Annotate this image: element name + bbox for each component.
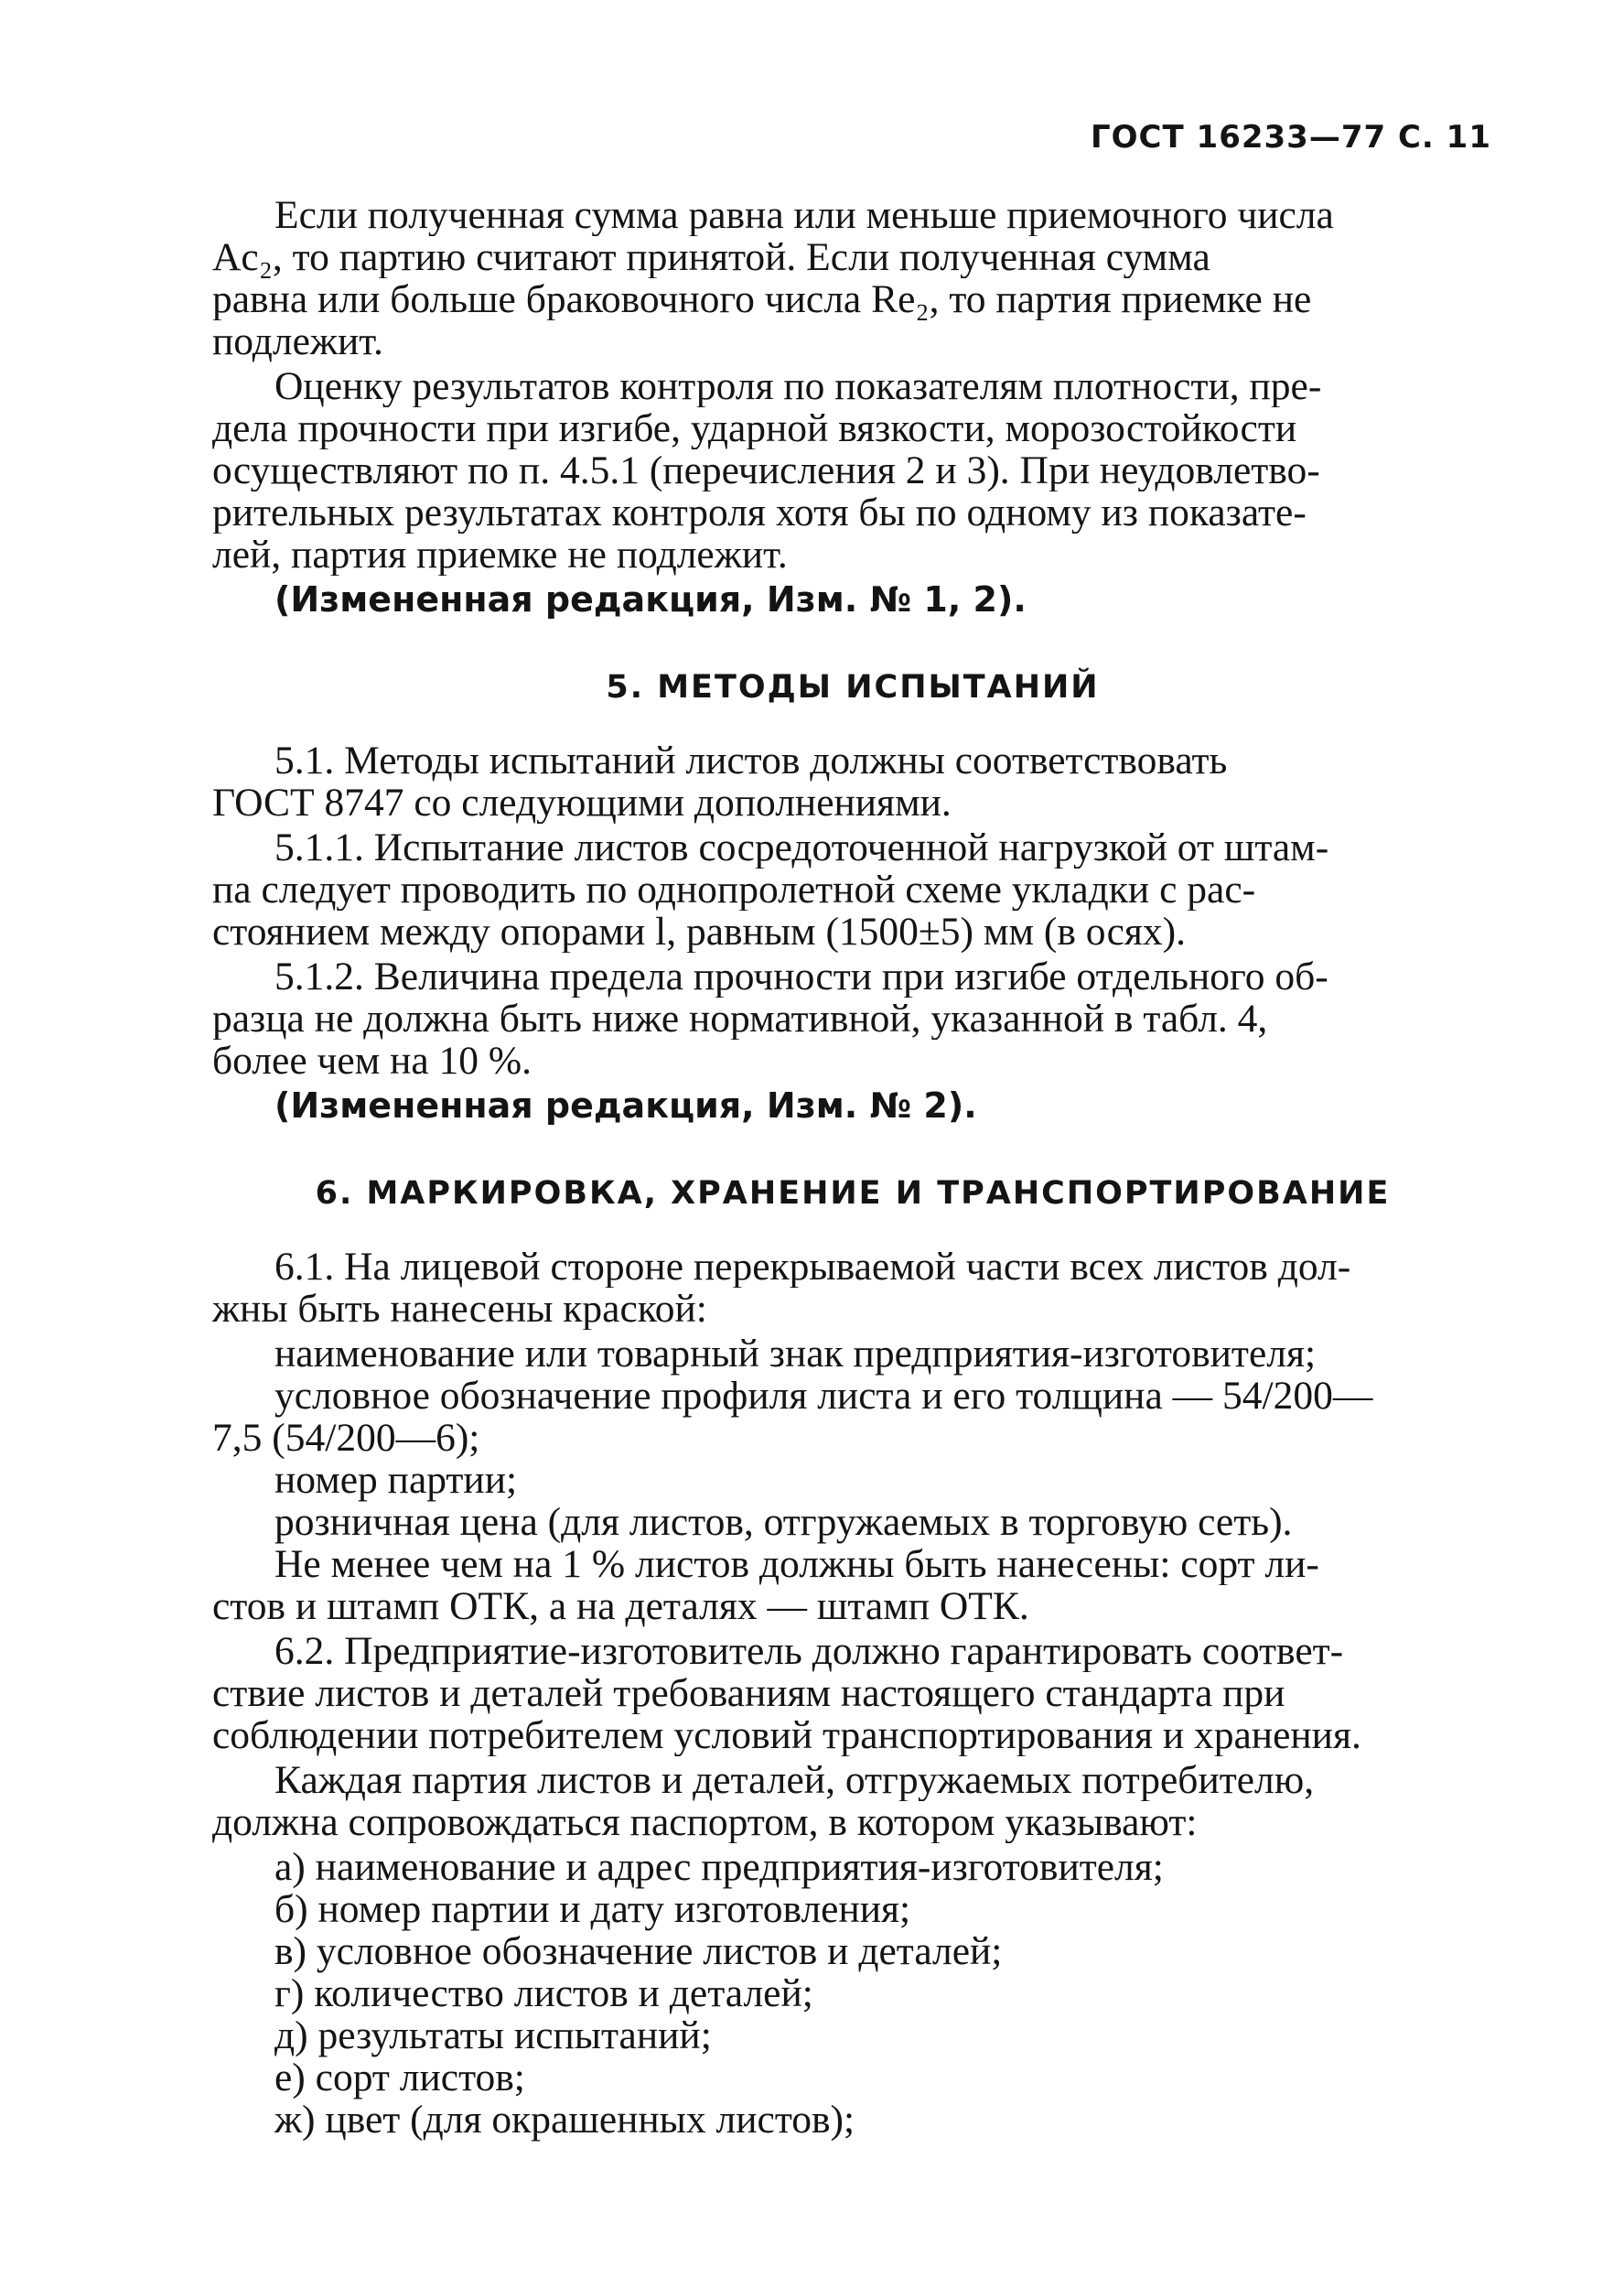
text-line: ГОСТ 8747 со следующими дополнениями. <box>212 782 952 824</box>
clause-5-1 <box>212 739 1493 824</box>
passport-item: в) условное обозначение листов и деталей; <box>274 1929 1003 1973</box>
marking-item: номер партии; <box>274 1458 518 1502</box>
text-line: лей, партия приемке не подлежит. <box>212 534 788 576</box>
text-line: Если полученная сумма равна или меньше приемочного числа <box>274 194 1334 236</box>
text-line: 5.1.1. Испытание листов сосредоточенной нагрузкой от штам- <box>274 826 1329 869</box>
text-line: должна сопровождаться паспортом, в котором указывают: <box>212 1801 1198 1843</box>
running-head: ГОСТ 16233—77 С. 11 <box>1090 119 1491 156</box>
document-page <box>212 119 1493 2141</box>
text-line: жны быть нанесены краской: <box>212 1288 707 1330</box>
text-line: ствие листов и деталей требованиям настоящего стандарта при <box>212 1672 1285 1714</box>
text-line: Оценку результатов контроля по показателям плотности, пре- <box>274 365 1322 407</box>
passport-item: а) наименование и адрес предприятия-изготовителя; <box>274 1845 1164 1889</box>
clause-6-1-otk <box>212 1543 1493 1627</box>
text-line: разца не должна быть ниже нормативной, указанной в табл. 4, <box>212 998 1268 1040</box>
marking-item: условное обозначение профиля листа и его толщина — 54/200— <box>274 1374 1373 1418</box>
clause-6-2 <box>212 1630 1493 1756</box>
paragraph-acceptance-sum <box>212 194 1493 362</box>
text-line: более чем на 10 %. <box>212 1040 532 1082</box>
section-heading-test-methods: 5. МЕТОДЫ ИСПЫТАНИЙ <box>606 669 1100 706</box>
passport-item: ж) цвет (для окрашенных листов); <box>274 2098 855 2142</box>
text-line: соблюдении потребителем условий транспортирования и хранения. <box>212 1714 1361 1756</box>
text-line: Каждая партия листов и деталей, отгружаемых потребителю, <box>274 1759 1315 1801</box>
text-line: дела прочности при изгибе, ударной вязкости, морозостойкости <box>212 407 1297 449</box>
text-line: 5.1. Методы испытаний листов должны соответствовать <box>274 739 1228 782</box>
clause-6-1 <box>212 1246 1493 1330</box>
section-heading-marking-storage-transport: 6. МАРКИРОВКА, ХРАНЕНИЕ И ТРАНСПОРТИРОВАНИЕ <box>315 1175 1391 1212</box>
amendment-note-section4: (Измененная редакция, Изм. № 1, 2). <box>274 579 1027 620</box>
text-line: рительных результатах контроля хотя бы по одному из показате- <box>212 491 1307 534</box>
text-line: подлежит. <box>212 320 383 362</box>
marking-item-continuation: 7,5 (54/200—6); <box>212 1416 480 1460</box>
text-line: Ac₂, то партию считают принятой. Если полученная сумма <box>212 236 1210 278</box>
text-line: стоянием между опорами l, равным (1500±5) мм (в осях). <box>212 911 1187 953</box>
clause-5-1-2 <box>212 955 1493 1082</box>
marking-item: розничная цена (для листов, отгружаемых в торговую сеть). <box>274 1500 1293 1544</box>
passport-item: е) сорт листов; <box>274 2056 525 2099</box>
passport-item: д) результаты испытаний; <box>274 2013 712 2057</box>
text-line: 6.2. Предприятие-изготовитель должно гарантировать соответ- <box>274 1630 1344 1672</box>
marking-item: наименование или товарный знак предприятия-изготовителя; <box>274 1332 1317 1376</box>
text-line: 6.1. На лицевой стороне перекрываемой части всех листов дол- <box>274 1246 1351 1288</box>
text-line: Не менее чем на 1 % листов должны быть нанесены: сорт ли- <box>274 1543 1319 1585</box>
text-line: осуществляют по п. 4.5.1 (перечисления 2 и 3). При неудовлетво- <box>212 449 1320 491</box>
text-line: стов и штамп ОТК, а на деталях — штамп ОТК. <box>212 1585 1029 1627</box>
clause-5-1-1 <box>212 826 1493 953</box>
text-line: 5.1.2. Величина предела прочности при изгибе отдельного об- <box>274 955 1328 998</box>
amendment-note-section5: (Измененная редакция, Изм. № 2). <box>274 1085 977 1126</box>
clause-6-2-passport <box>212 1759 1493 1843</box>
passport-item: б) номер партии и дату изготовления; <box>274 1887 911 1931</box>
paragraph-evaluation <box>212 365 1493 576</box>
passport-item: г) количество листов и деталей; <box>274 1971 813 2015</box>
text-line: равна или больше браковочного числа Re₂, то партия приемке не <box>212 278 1312 320</box>
text-line: па следует проводить по однопролетной схеме укладки с рас- <box>212 869 1256 911</box>
